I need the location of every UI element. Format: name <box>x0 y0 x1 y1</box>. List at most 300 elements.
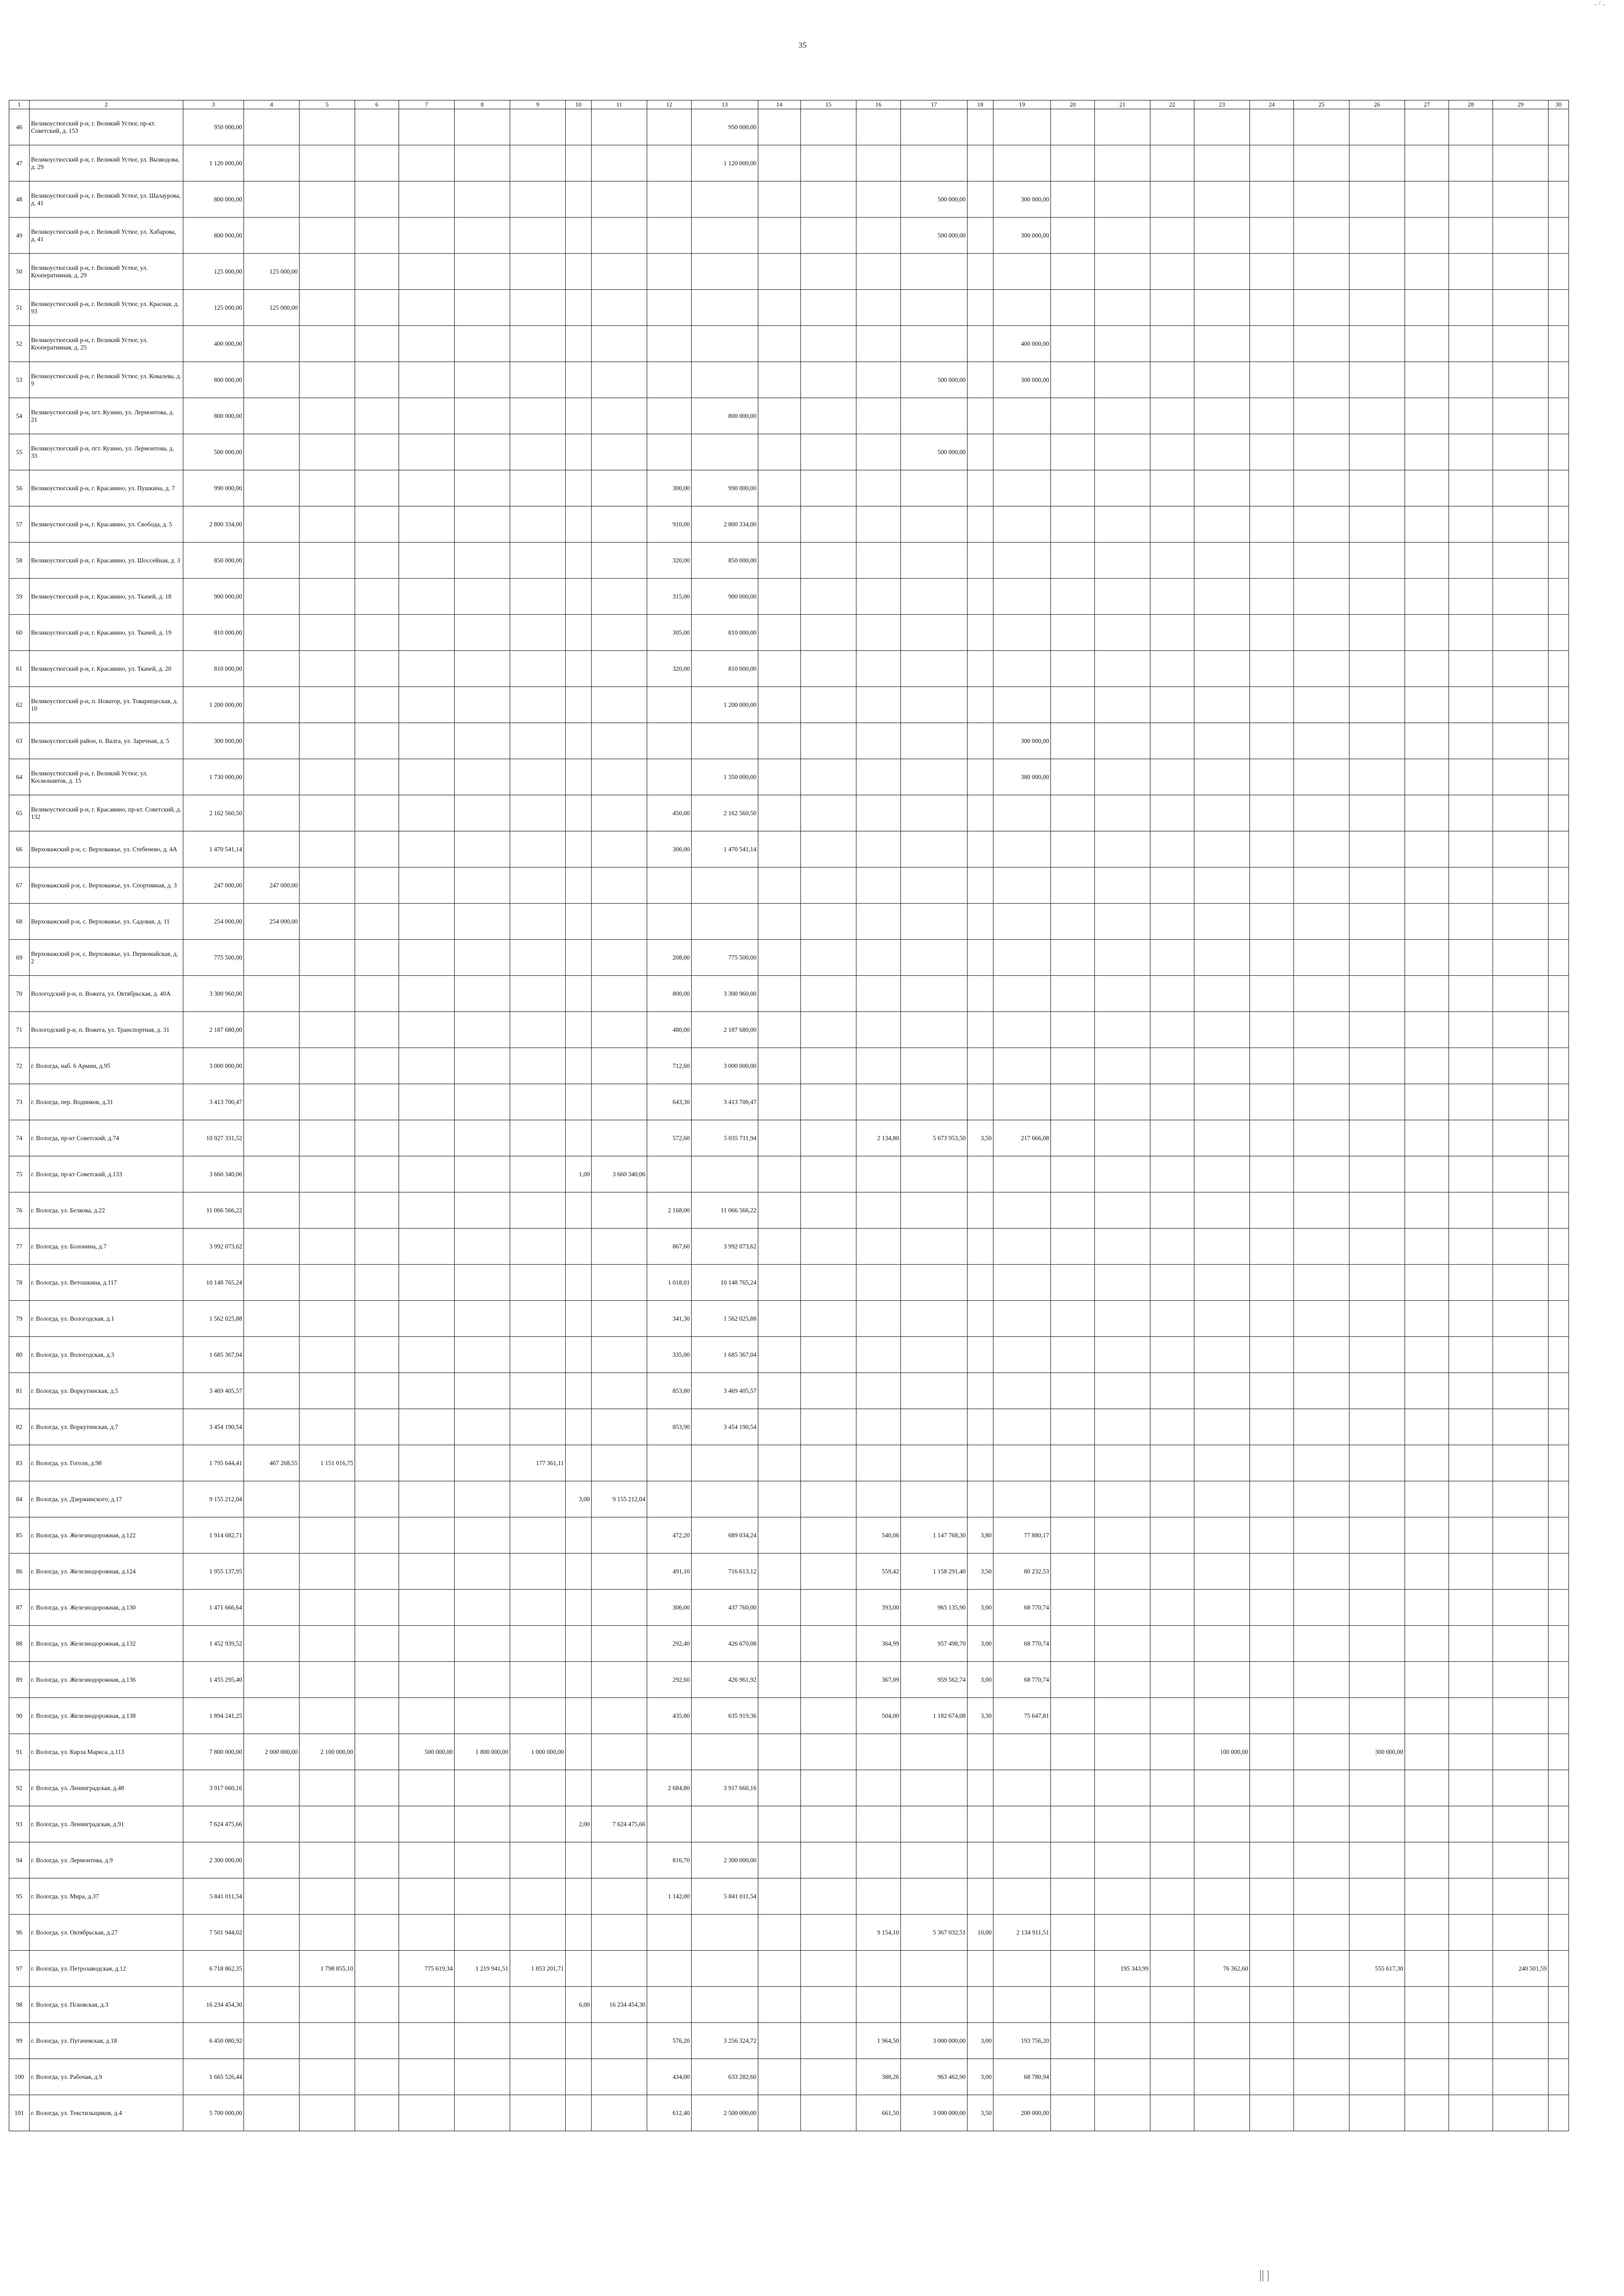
value-cell-col-20 <box>1051 904 1095 940</box>
value-cell-col-14 <box>758 2059 801 2095</box>
value-cell-col-26 <box>1349 1301 1405 1337</box>
value-cell-col-22 <box>1150 1554 1194 1590</box>
value-cell-col-23 <box>1194 615 1250 651</box>
value-cell-col-13: 1 200 000,00 <box>692 687 758 723</box>
value-cell-col-4: 467 268,55 <box>244 1445 300 1481</box>
value-cell-col-17: 1 158 291,40 <box>901 1554 968 1590</box>
value-cell-col-14 <box>758 362 801 398</box>
value-cell-col-30 <box>1549 1084 1569 1120</box>
value-cell-col-30 <box>1549 1120 1569 1156</box>
value-cell-col-27 <box>1405 506 1449 543</box>
value-cell-col-12: 853,90 <box>647 1409 692 1445</box>
value-cell-col-19: 380 000,00 <box>993 759 1051 795</box>
value-cell-col-19 <box>993 1301 1051 1337</box>
value-cell-col-15 <box>801 1806 856 1842</box>
value-cell-col-14 <box>758 1626 801 1662</box>
value-cell-col-29 <box>1493 145 1549 181</box>
data-table <box>9 100 1569 2131</box>
value-cell-col-27 <box>1405 1120 1449 1156</box>
value-cell-col-10 <box>566 181 592 218</box>
value-cell-col-22 <box>1150 1409 1194 1445</box>
value-cell-col-23 <box>1194 723 1250 759</box>
value-cell-col-12: 320,00 <box>647 543 692 579</box>
value-cell-col-6 <box>355 1084 399 1120</box>
value-cell-col-18 <box>968 1048 993 1084</box>
value-cell-col-12: 480,00 <box>647 1012 692 1048</box>
value-cell-col-15 <box>801 109 856 145</box>
value-cell-col-13: 950 000,00 <box>692 109 758 145</box>
value-cell-col-12: 306,00 <box>647 831 692 867</box>
value-cell-col-23 <box>1194 1842 1250 1878</box>
value-cell-col-29 <box>1493 2023 1549 2059</box>
value-cell-col-26 <box>1349 615 1405 651</box>
value-cell-col-7 <box>399 1373 455 1409</box>
value-cell-col-27 <box>1405 2023 1449 2059</box>
value-cell-col-20 <box>1051 795 1095 831</box>
value-cell-col-8 <box>455 904 510 940</box>
value-cell-col-30 <box>1549 254 1569 290</box>
value-cell-col-9 <box>510 976 566 1012</box>
value-cell-col-26 <box>1349 831 1405 867</box>
value-cell-col-3: 1 730 000,00 <box>183 759 244 795</box>
row-number: 51 <box>9 290 30 326</box>
value-cell-col-22 <box>1150 1842 1194 1878</box>
value-cell-col-11: 3 660 340,06 <box>592 1156 647 1192</box>
value-cell-col-26 <box>1349 651 1405 687</box>
value-cell-col-26 <box>1349 506 1405 543</box>
value-cell-col-22 <box>1150 470 1194 506</box>
value-cell-col-25 <box>1294 1373 1349 1409</box>
value-cell-col-8 <box>455 218 510 254</box>
value-cell-col-19 <box>993 1156 1051 1192</box>
value-cell-col-21 <box>1095 1337 1150 1373</box>
value-cell-col-12 <box>647 1481 692 1517</box>
address-cell: г. Вологда, ул. Железнодорожная, д.136 <box>30 1662 183 1698</box>
value-cell-col-11 <box>592 1048 647 1084</box>
value-cell-col-16: 364,99 <box>856 1626 901 1662</box>
value-cell-col-15 <box>801 1012 856 1048</box>
value-cell-col-10 <box>566 1878 592 1915</box>
table-row <box>9 109 1569 145</box>
value-cell-col-18 <box>968 904 993 940</box>
value-cell-col-13: 3 917 660,16 <box>692 1770 758 1806</box>
value-cell-col-27 <box>1405 1915 1449 1951</box>
value-cell-col-14 <box>758 615 801 651</box>
value-cell-col-11 <box>592 1265 647 1301</box>
table-row <box>9 1698 1569 1734</box>
value-cell-col-25 <box>1294 109 1349 145</box>
value-cell-col-10 <box>566 1445 592 1481</box>
value-cell-col-24 <box>1250 1265 1294 1301</box>
value-cell-col-9 <box>510 1554 566 1590</box>
value-cell-col-3: 254 000,00 <box>183 904 244 940</box>
value-cell-col-13: 1 120 000,00 <box>692 145 758 181</box>
value-cell-col-23 <box>1194 1048 1250 1084</box>
value-cell-col-27 <box>1405 940 1449 976</box>
value-cell-col-26 <box>1349 145 1405 181</box>
value-cell-col-30 <box>1549 904 1569 940</box>
value-cell-col-3: 125 000,00 <box>183 290 244 326</box>
value-cell-col-3: 1 200 000,00 <box>183 687 244 723</box>
value-cell-col-8 <box>455 1084 510 1120</box>
value-cell-col-16: 1 964,50 <box>856 2023 901 2059</box>
value-cell-col-30 <box>1549 615 1569 651</box>
value-cell-col-25 <box>1294 1806 1349 1842</box>
table-row <box>9 1229 1569 1265</box>
value-cell-col-6 <box>355 1878 399 1915</box>
value-cell-col-3: 7 501 944,02 <box>183 1915 244 1951</box>
value-cell-col-20 <box>1051 1517 1095 1554</box>
value-cell-col-8 <box>455 1445 510 1481</box>
value-cell-col-3: 800 000,00 <box>183 181 244 218</box>
value-cell-col-4 <box>244 1192 300 1229</box>
value-cell-col-8 <box>455 254 510 290</box>
address-cell: Великоустюгский р-н, г. Красавино, ул. Пушкина, д. 7 <box>30 470 183 506</box>
value-cell-col-29 <box>1493 1734 1549 1770</box>
value-cell-col-27 <box>1405 1842 1449 1878</box>
value-cell-col-28 <box>1449 867 1493 904</box>
value-cell-col-24 <box>1250 145 1294 181</box>
value-cell-col-8 <box>455 723 510 759</box>
value-cell-col-30 <box>1549 470 1569 506</box>
value-cell-col-19: 200 000,00 <box>993 2095 1051 2131</box>
value-cell-col-24 <box>1250 1770 1294 1806</box>
value-cell-col-18 <box>968 326 993 362</box>
address-cell: г. Вологда, ул. Воркутинская, д.7 <box>30 1409 183 1445</box>
value-cell-col-6 <box>355 506 399 543</box>
value-cell-col-16 <box>856 254 901 290</box>
value-cell-col-17 <box>901 1445 968 1481</box>
value-cell-col-28 <box>1449 1662 1493 1698</box>
address-cell: г. Вологда, ул. Лермонтова, д.9 <box>30 1842 183 1878</box>
value-cell-col-30 <box>1549 434 1569 470</box>
value-cell-col-25 <box>1294 940 1349 976</box>
value-cell-col-18 <box>968 687 993 723</box>
value-cell-col-23 <box>1194 1662 1250 1698</box>
address-cell: Великоустюгский р-н, пгт. Кузино, ул. Лермонтова, д. 33 <box>30 434 183 470</box>
value-cell-col-4 <box>244 1012 300 1048</box>
value-cell-col-3: 1 562 025,88 <box>183 1301 244 1337</box>
value-cell-col-29 <box>1493 615 1549 651</box>
table-row <box>9 326 1569 362</box>
value-cell-col-26 <box>1349 1698 1405 1734</box>
value-cell-col-9 <box>510 579 566 615</box>
value-cell-col-20 <box>1051 254 1095 290</box>
value-cell-col-24 <box>1250 1987 1294 2023</box>
value-cell-col-16 <box>856 1084 901 1120</box>
value-cell-col-4 <box>244 1951 300 1987</box>
value-cell-col-29 <box>1493 1229 1549 1265</box>
value-cell-col-12 <box>647 434 692 470</box>
value-cell-col-5 <box>300 976 355 1012</box>
value-cell-col-12: 306,00 <box>647 1590 692 1626</box>
value-cell-col-18: 3,80 <box>968 1517 993 1554</box>
value-cell-col-16 <box>856 615 901 651</box>
value-cell-col-13 <box>692 362 758 398</box>
value-cell-col-22 <box>1150 254 1194 290</box>
row-number: 50 <box>9 254 30 290</box>
column-number: 21 <box>1095 100 1150 109</box>
value-cell-col-12 <box>647 867 692 904</box>
value-cell-col-12: 450,00 <box>647 795 692 831</box>
value-cell-col-8 <box>455 1156 510 1192</box>
value-cell-col-11 <box>592 1445 647 1481</box>
address-cell: Верховажский р-н, с. Верховажье, ул. Спортивная, д. 3 <box>30 867 183 904</box>
value-cell-col-23 <box>1194 1878 1250 1915</box>
value-cell-col-9 <box>510 831 566 867</box>
value-cell-col-4 <box>244 1120 300 1156</box>
value-cell-col-18 <box>968 1337 993 1373</box>
value-cell-col-28 <box>1449 1806 1493 1842</box>
value-cell-col-19 <box>993 867 1051 904</box>
value-cell-col-10 <box>566 470 592 506</box>
value-cell-col-5 <box>300 254 355 290</box>
column-number: 22 <box>1150 100 1194 109</box>
value-cell-col-9 <box>510 651 566 687</box>
value-cell-col-12 <box>647 1951 692 1987</box>
value-cell-col-12: 1 142,00 <box>647 1878 692 1915</box>
row-number: 89 <box>9 1662 30 1698</box>
value-cell-col-30 <box>1549 1662 1569 1698</box>
value-cell-col-25 <box>1294 2059 1349 2095</box>
value-cell-col-14 <box>758 109 801 145</box>
value-cell-col-18: 3,00 <box>968 1662 993 1698</box>
value-cell-col-5 <box>300 145 355 181</box>
value-cell-col-12: 612,40 <box>647 2095 692 2131</box>
value-cell-col-12: 853,80 <box>647 1373 692 1409</box>
value-cell-col-21 <box>1095 1120 1150 1156</box>
value-cell-col-18 <box>968 1265 993 1301</box>
column-number: 25 <box>1294 100 1349 109</box>
value-cell-col-5 <box>300 434 355 470</box>
value-cell-col-24 <box>1250 362 1294 398</box>
value-cell-col-19: 68 770,74 <box>993 1662 1051 1698</box>
value-cell-col-20 <box>1051 615 1095 651</box>
value-cell-col-5 <box>300 362 355 398</box>
value-cell-col-14 <box>758 795 801 831</box>
value-cell-col-13: 689 034,24 <box>692 1517 758 1554</box>
value-cell-col-28 <box>1449 795 1493 831</box>
column-number: 6 <box>355 100 399 109</box>
value-cell-col-19: 400 000,00 <box>993 326 1051 362</box>
value-cell-col-11 <box>592 1951 647 1987</box>
value-cell-col-4: 2 000 000,00 <box>244 1734 300 1770</box>
value-cell-col-18 <box>968 1301 993 1337</box>
value-cell-col-17: 957 498,70 <box>901 1626 968 1662</box>
value-cell-col-29 <box>1493 723 1549 759</box>
value-cell-col-22 <box>1150 1590 1194 1626</box>
value-cell-col-6 <box>355 109 399 145</box>
value-cell-col-9: 177 361,11 <box>510 1445 566 1481</box>
value-cell-col-29 <box>1493 1915 1549 1951</box>
table-row <box>9 1951 1569 1987</box>
value-cell-col-5 <box>300 1806 355 1842</box>
value-cell-col-8 <box>455 1554 510 1590</box>
value-cell-col-5 <box>300 1481 355 1517</box>
address-cell: Великоустюгский р-н, г. Великий Устюг, ул. Хабарова, д. 41 <box>30 218 183 254</box>
value-cell-col-11 <box>592 1229 647 1265</box>
value-cell-col-10 <box>566 1337 592 1373</box>
value-cell-col-15 <box>801 1915 856 1951</box>
value-cell-col-15 <box>801 326 856 362</box>
value-cell-col-23 <box>1194 326 1250 362</box>
table-row <box>9 1770 1569 1806</box>
value-cell-col-24 <box>1250 976 1294 1012</box>
value-cell-col-30 <box>1549 543 1569 579</box>
value-cell-col-21 <box>1095 1842 1150 1878</box>
value-cell-col-30 <box>1549 1878 1569 1915</box>
value-cell-col-18 <box>968 579 993 615</box>
value-cell-col-11 <box>592 398 647 434</box>
value-cell-col-18 <box>968 831 993 867</box>
table-row <box>9 434 1569 470</box>
value-cell-col-10 <box>566 759 592 795</box>
value-cell-col-5 <box>300 2023 355 2059</box>
address-cell: г. Вологда, ул. Болонина, д.7 <box>30 1229 183 1265</box>
value-cell-col-10 <box>566 976 592 1012</box>
value-cell-col-27 <box>1405 181 1449 218</box>
value-cell-col-26 <box>1349 434 1405 470</box>
address-cell: г. Вологда, ул. Железнодорожная, д.138 <box>30 1698 183 1734</box>
value-cell-col-29 <box>1493 579 1549 615</box>
value-cell-col-15 <box>801 398 856 434</box>
value-cell-col-10 <box>566 145 592 181</box>
value-cell-col-13 <box>692 723 758 759</box>
value-cell-col-16 <box>856 1878 901 1915</box>
value-cell-col-11 <box>592 759 647 795</box>
value-cell-col-16 <box>856 506 901 543</box>
value-cell-col-18 <box>968 254 993 290</box>
value-cell-col-12 <box>647 290 692 326</box>
value-cell-col-13: 2 300 000,00 <box>692 1842 758 1878</box>
value-cell-col-13 <box>692 1915 758 1951</box>
address-cell: Великоустюгский р-н, п. Новатор, ул. Товарищеская, д. 10 <box>30 687 183 723</box>
value-cell-col-18: 3,00 <box>968 2023 993 2059</box>
value-cell-col-16 <box>856 1842 901 1878</box>
value-cell-col-24 <box>1250 1337 1294 1373</box>
value-cell-col-3: 1 455 295,40 <box>183 1662 244 1698</box>
value-cell-col-28 <box>1449 109 1493 145</box>
value-cell-col-24 <box>1250 940 1294 976</box>
value-cell-col-7 <box>399 1229 455 1265</box>
value-cell-col-8 <box>455 290 510 326</box>
table-row <box>9 362 1569 398</box>
value-cell-col-21 <box>1095 831 1150 867</box>
value-cell-col-21 <box>1095 145 1150 181</box>
value-cell-col-13 <box>692 181 758 218</box>
value-cell-col-19 <box>993 1445 1051 1481</box>
value-cell-col-7 <box>399 867 455 904</box>
value-cell-col-9 <box>510 2095 566 2131</box>
value-cell-col-5 <box>300 579 355 615</box>
value-cell-col-24 <box>1250 1806 1294 1842</box>
value-cell-col-26 <box>1349 1192 1405 1229</box>
value-cell-col-17 <box>901 651 968 687</box>
value-cell-col-26 <box>1349 723 1405 759</box>
value-cell-col-28 <box>1449 326 1493 362</box>
value-cell-col-22 <box>1150 1878 1194 1915</box>
value-cell-col-20 <box>1051 290 1095 326</box>
value-cell-col-21 <box>1095 1626 1150 1662</box>
value-cell-col-11 <box>592 1012 647 1048</box>
value-cell-col-23 <box>1194 109 1250 145</box>
value-cell-col-23 <box>1194 867 1250 904</box>
column-number: 27 <box>1405 100 1449 109</box>
value-cell-col-21 <box>1095 543 1150 579</box>
value-cell-col-28 <box>1449 1373 1493 1409</box>
value-cell-col-22 <box>1150 1951 1194 1987</box>
value-cell-col-13 <box>692 1445 758 1481</box>
value-cell-col-17 <box>901 290 968 326</box>
value-cell-col-28 <box>1449 1987 1493 2023</box>
value-cell-col-8 <box>455 543 510 579</box>
value-cell-col-13 <box>692 218 758 254</box>
value-cell-col-25 <box>1294 1915 1349 1951</box>
value-cell-col-20 <box>1051 145 1095 181</box>
value-cell-col-10 <box>566 1229 592 1265</box>
value-cell-col-10 <box>566 1084 592 1120</box>
table-row <box>9 1590 1569 1626</box>
value-cell-col-30 <box>1549 1554 1569 1590</box>
value-cell-col-30 <box>1549 579 1569 615</box>
value-cell-col-15 <box>801 470 856 506</box>
value-cell-col-22 <box>1150 651 1194 687</box>
value-cell-col-9 <box>510 470 566 506</box>
value-cell-col-18 <box>968 1445 993 1481</box>
value-cell-col-19 <box>993 290 1051 326</box>
value-cell-col-4 <box>244 1409 300 1445</box>
value-cell-col-23 <box>1194 1770 1250 1806</box>
row-number: 82 <box>9 1409 30 1445</box>
value-cell-col-28 <box>1449 254 1493 290</box>
value-cell-col-6 <box>355 1481 399 1517</box>
value-cell-col-25 <box>1294 723 1349 759</box>
value-cell-col-24 <box>1250 687 1294 723</box>
value-cell-col-30 <box>1549 218 1569 254</box>
value-cell-col-17 <box>901 1229 968 1265</box>
value-cell-col-9 <box>510 795 566 831</box>
value-cell-col-20 <box>1051 398 1095 434</box>
value-cell-col-22 <box>1150 795 1194 831</box>
value-cell-col-24 <box>1250 109 1294 145</box>
value-cell-col-22 <box>1150 759 1194 795</box>
value-cell-col-3: 7 624 475,66 <box>183 1806 244 1842</box>
value-cell-col-8 <box>455 1626 510 1662</box>
value-cell-col-10 <box>566 1048 592 1084</box>
value-cell-col-20 <box>1051 759 1095 795</box>
value-cell-col-4 <box>244 615 300 651</box>
value-cell-col-6 <box>355 2095 399 2131</box>
value-cell-col-24 <box>1250 867 1294 904</box>
value-cell-col-10 <box>566 723 592 759</box>
value-cell-col-8 <box>455 1192 510 1229</box>
value-cell-col-24 <box>1250 470 1294 506</box>
value-cell-col-17 <box>901 1301 968 1337</box>
value-cell-col-23 <box>1194 1156 1250 1192</box>
value-cell-col-19: 217 666,08 <box>993 1120 1051 1156</box>
value-cell-col-9 <box>510 940 566 976</box>
value-cell-col-4: 125 000,00 <box>244 254 300 290</box>
value-cell-col-24 <box>1250 2059 1294 2095</box>
value-cell-col-9 <box>510 1517 566 1554</box>
value-cell-col-27 <box>1405 795 1449 831</box>
value-cell-col-21 <box>1095 579 1150 615</box>
table-row <box>9 2023 1569 2059</box>
value-cell-col-18 <box>968 615 993 651</box>
value-cell-col-19 <box>993 506 1051 543</box>
value-cell-col-18: 3,50 <box>968 1554 993 1590</box>
value-cell-col-4: 247 000,00 <box>244 867 300 904</box>
